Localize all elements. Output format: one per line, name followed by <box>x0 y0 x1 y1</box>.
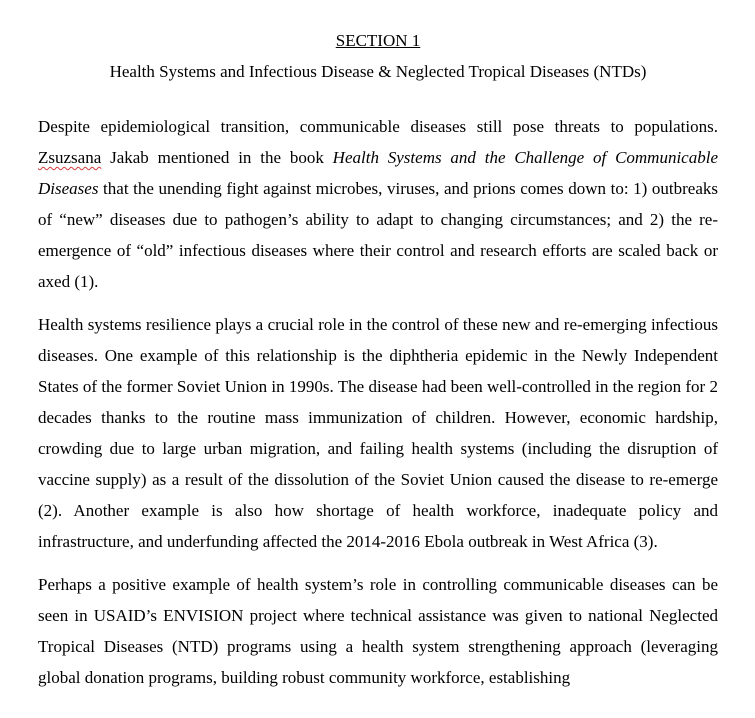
paragraph-1-text-c: that the unending fight against microbes, viruses, and prions comes down to: 1) outbreaks of “new” diseases due to pathogen’s ability to adapt to changing circumstances; and 2) the re-emergence of “old” infectious diseases where their control and research efforts are scaled back or axed (1). <box>38 179 718 291</box>
section-title: Health Systems and Infectious Disease & Neglected Tropical Diseases (NTDs) <box>109 62 647 81</box>
paragraph-1-text-a: Despite epidemiological transition, communicable diseases still pose threats to populations. <box>38 117 718 136</box>
document-page <box>38 29 718 693</box>
paragraph-3: Perhaps a positive example of health system’s role in controlling communicable diseases can be seen in USAID’s ENVISION project where technical assistance was given to national Neglected Tropical Diseases (NTD) programs using a health system strengthening approach (leveraging global donation programs, building robust community workforce, establishing <box>38 575 718 687</box>
paragraph-1 <box>38 111 718 297</box>
misspelled-word-zsuzsana[interactable]: Zsuzsana <box>38 148 102 167</box>
paragraph-1-text-b: Jakab mentioned in the book <box>101 148 333 167</box>
paragraph-2: Health systems resilience plays a crucial role in the control of these new and re-emerging infectious diseases. One example of this relationship is the diphtheria epidemic in the Newly Independent States of the former Soviet Union in 1990s. The disease had been well-controlled in the region for 2 decades thanks to the routine mass immunization of children. However, economic hardship, crowding due to large urban migration, and failing health systems (including the disruption of vaccine supply) as a result of the dissolution of the Soviet Union caused the disease to re-emerge (2). Another example is also how shortage of health workforce, inadequate policy and infrastructure, and underfunding affected the 2014-2016 Ebola outbreak in West Africa (3). <box>38 315 718 551</box>
section-label: SECTION 1 <box>335 31 421 50</box>
book-title: Health Systems and the Challenge of Communicable Diseases <box>38 148 718 198</box>
